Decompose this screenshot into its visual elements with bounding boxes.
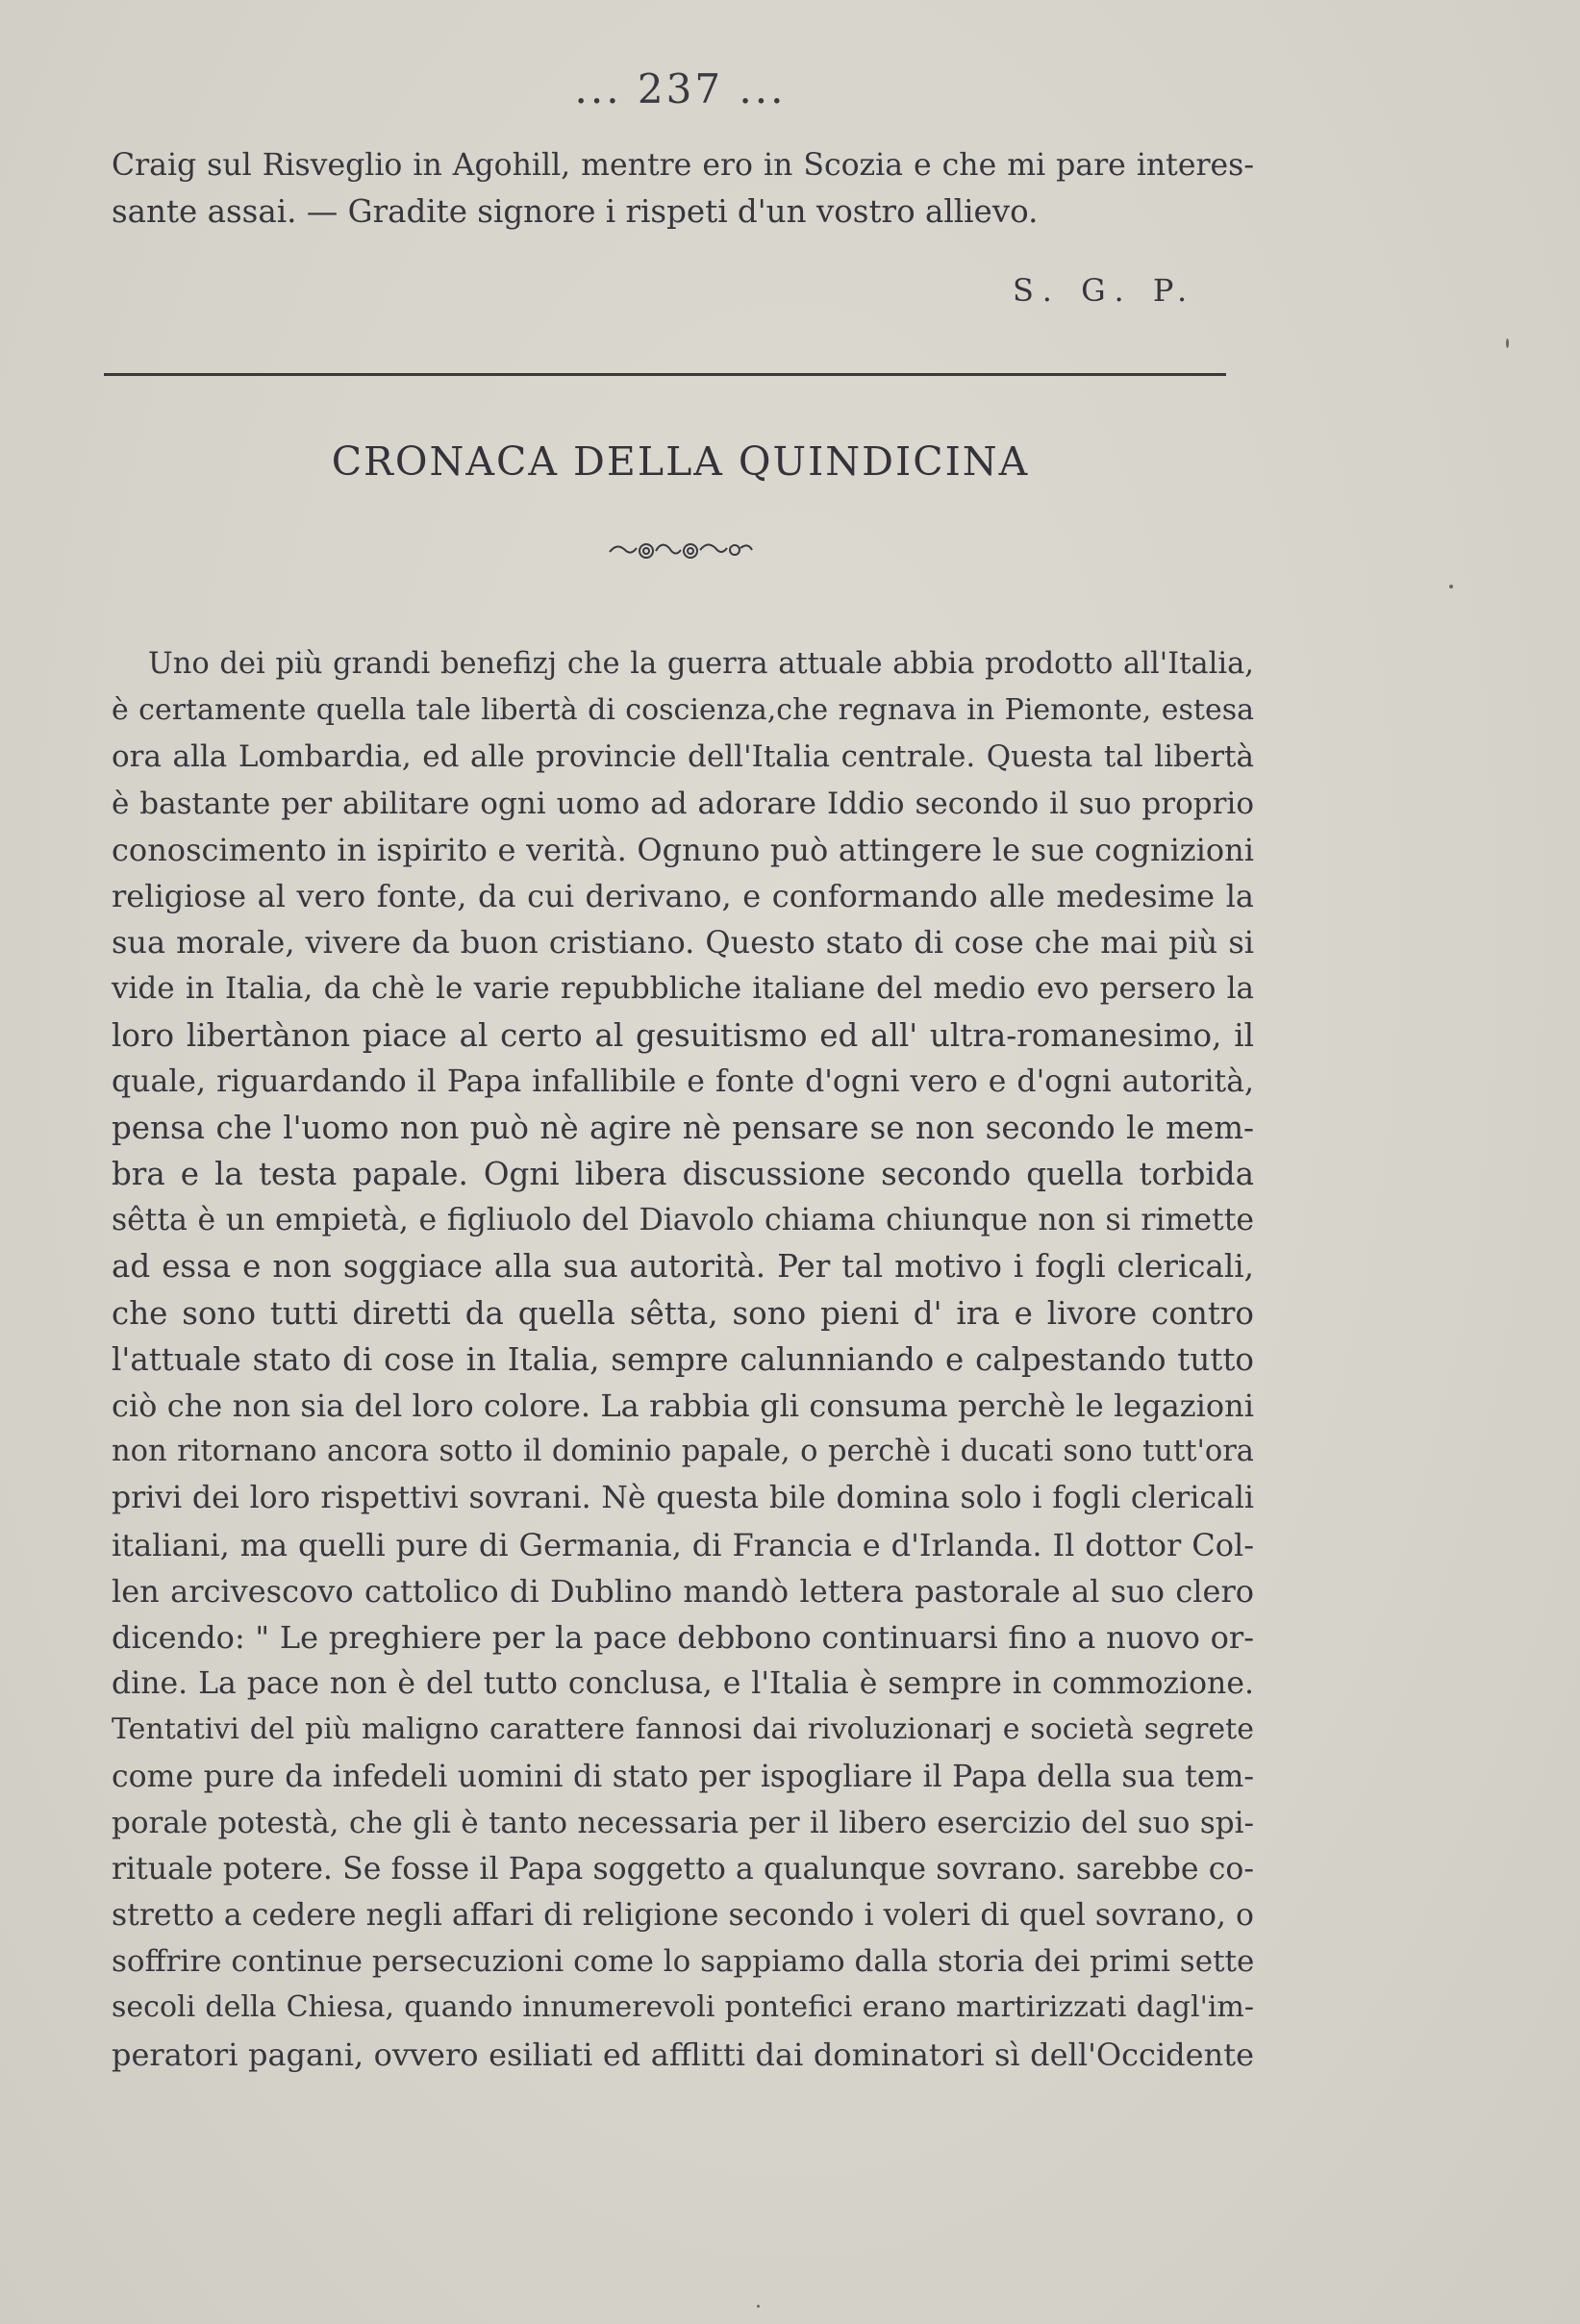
text-line: loro libertànon piace al certo al gesuitismo ed all' ultra-romanesimo, il bbox=[112, 1016, 1254, 1054]
text-line: quale, riguardando il Papa infallibile e fonte d'ogni vero e d'ogni autorità, bbox=[112, 1063, 1254, 1099]
text-line: ora alla Lombardia, ed alle provincie dell'Italia centrale. Questa tal libertà bbox=[112, 739, 1254, 775]
paper-speck bbox=[1506, 338, 1509, 348]
text-line: stretto a cedere negli affari di religione secondo i voleri di quel sovrano, o bbox=[112, 1898, 1254, 1934]
text-line: non ritornano ancora sotto il dominio papale, o perchè i ducati sono tutt'ora bbox=[112, 1435, 1254, 1469]
text-line: è certamente quella tale libertà di coscienza,che regnava in Piemonte, estesa bbox=[112, 693, 1254, 728]
text-line: che sono tutti diretti da quella sêtta, sono pieni d' ira e livore contro bbox=[112, 1294, 1254, 1332]
text-line: ad essa e non soggiace alla sua autorità. Per tal motivo i fogli clericali, bbox=[112, 1248, 1254, 1286]
text-line: Uno dei più grandi benefizj che la guerra attuale abbia prodotto all'Italia, bbox=[148, 647, 1254, 681]
text-line: sua morale, vivere da buon cristiano. Questo stato di cose che mai più si bbox=[112, 924, 1254, 962]
text-line: rituale potere. Se fosse il Papa soggetto a qualunque sovrano. sarebbe co- bbox=[112, 1851, 1254, 1887]
previous-article-ending bbox=[112, 142, 1254, 235]
text-line: religiose al vero fonte, da cui derivano, e conformando alle medesime la bbox=[112, 877, 1254, 914]
article-body bbox=[112, 641, 1254, 2078]
text-line: peratori pagani, ovvero esiliati ed afflitti dai dominatori sì dell'Occidente bbox=[112, 2036, 1254, 2073]
text-line: ciò che non sia del loro colore. La rabbia gli consuma perchè le legazioni bbox=[112, 1387, 1254, 1424]
text-line: Craig sul Risveglio in Agohill, mentre ero in Scozia e che mi pare interes- bbox=[112, 148, 1254, 183]
text-line: soffrire continue persecuzioni come lo sappiamo dalla storia dei primi sette bbox=[112, 1944, 1255, 1980]
text-line: bra e la testa papale. Ogni libera discussione secondo quella torbida bbox=[112, 1156, 1254, 1193]
section-divider-rule bbox=[104, 373, 1226, 376]
text-line: italiani, ma quelli pure di Germania, di Francia e d'Irlanda. Il dottor Col- bbox=[112, 1526, 1254, 1563]
text-line: conoscimento in ispirito e verità. Ognuno può attingere le sue cognizioni bbox=[112, 831, 1254, 868]
text-line: sêtta è un empietà, e figliuolo del Diavolo chiama chiunque non si rimette bbox=[112, 1203, 1254, 1238]
text-line: dicendo: " Le preghiere per la pace debbono continuarsi fino a nuovo or- bbox=[112, 1618, 1254, 1656]
paper-speck bbox=[757, 2305, 760, 2308]
text-line: Tentativi del più maligno carattere fannosi dai rivoluzionarj e società segrete bbox=[112, 1712, 1254, 1747]
section-title: CRONACA DELLA QUINDICINA bbox=[331, 438, 1030, 485]
text-line: vide in Italia, da chè le varie repubbliche italiane del medio evo persero la bbox=[112, 971, 1254, 1007]
text-line: porale potestà, che gli è tanto necessaria per il libero esercizio del suo spi- bbox=[112, 1805, 1254, 1840]
text-line: dine. La pace non è del tutto conclusa, e l'Italia è sempre in commozione. bbox=[112, 1666, 1254, 1702]
text-line: privi dei loro rispettivi sovrani. Nè questa bile domina solo i fogli clericali bbox=[112, 1481, 1254, 1516]
paper-speck bbox=[1449, 585, 1453, 588]
text-line: secoli della Chiesa, quando innumerevoli pontefici erano martirizzati dagl'im- bbox=[112, 1990, 1254, 2025]
text-line: sante assai. — Gradite signore i rispeti d'un vostro allievo. bbox=[112, 193, 1039, 231]
text-line: l'attuale stato di cose in Italia, sempre calunniando e calpestando tutto bbox=[112, 1340, 1254, 1378]
author-signature: S. G. P. bbox=[1013, 272, 1197, 309]
text-line: è bastante per abilitare ogni uomo ad adorare Iddio secondo il suo proprio bbox=[112, 786, 1254, 821]
page-number: ... 237 ... bbox=[574, 65, 787, 112]
text-line: come pure da infedeli uomini di stato per ispogliare il Papa della sua tem- bbox=[112, 1759, 1254, 1794]
text-line: len arcivescovo cattolico di Dublino mandò lettera pastorale al suo clero bbox=[112, 1572, 1254, 1610]
text-line: pensa che l'uomo non può nè agire nè pensare se non secondo le mem- bbox=[112, 1109, 1254, 1146]
decorative-vignette-icon bbox=[608, 537, 754, 565]
